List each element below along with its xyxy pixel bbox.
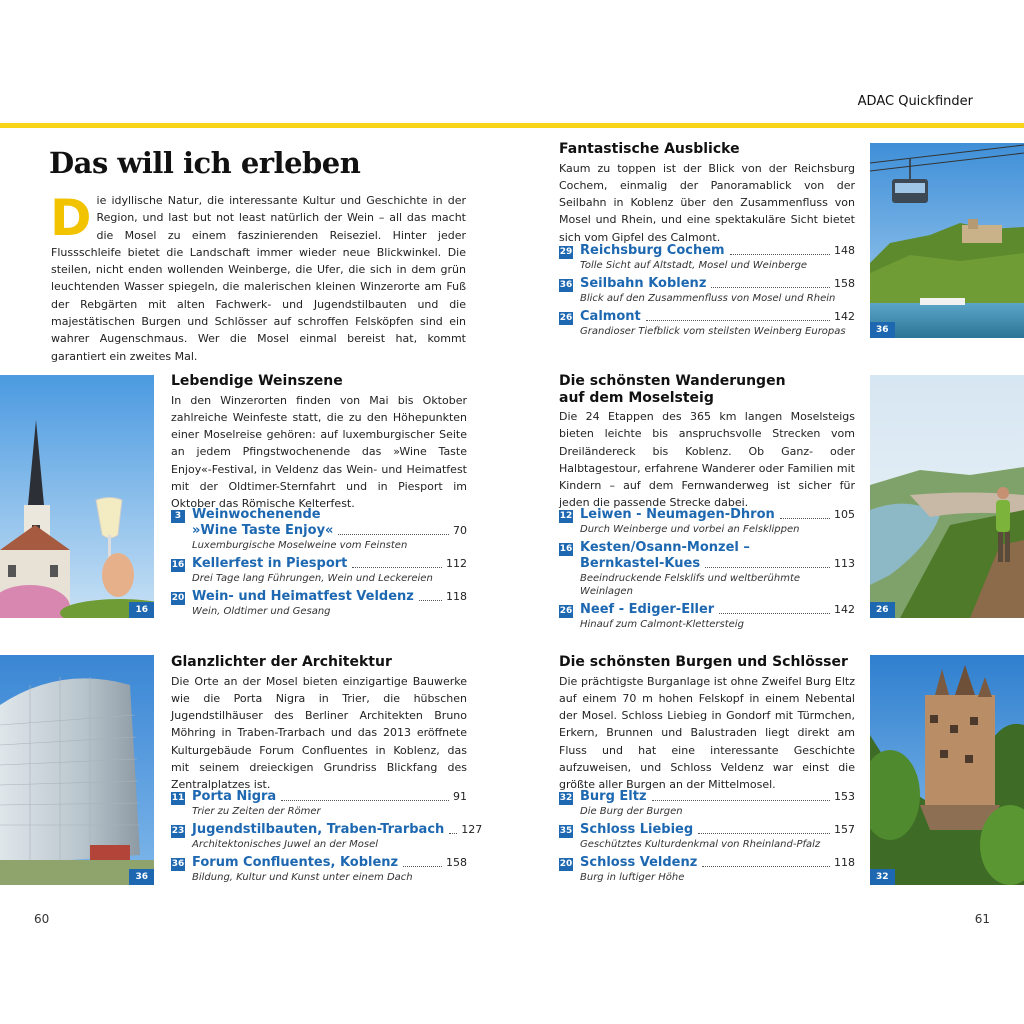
entry-name[interactable]: Kesten/Osann-Monzel – [580,540,750,555]
number-badge: 26 [559,606,573,616]
list-item[interactable] [559,855,855,884]
entry-description: Burg in luftiger Höhe [580,872,685,883]
section-text: Die 24 Etappen des 365 km langen Moselsteigs bieten leichte bis anspruchsvolle Strecken vom Dreiländereck bis Koblenz. Ob Ganz- oder Halbtagestour, erfahrene Wanderer oder Familien mit Kindern – auf dem Fernwanderweg ist sicher für jeden die passende Strecke dabei. [559,410,855,510]
leader-dots [702,866,830,867]
entry-description: Luxemburgische Moselweine vom Feinsten [192,540,408,551]
list-item[interactable] [559,507,855,536]
entry-description: Geschütztes Kulturdenkmal von Rheinland-Pfalz [580,839,821,850]
entry-name[interactable]: Wein- und Heimatfest Veldenz [192,589,414,604]
list-item[interactable] [559,822,855,851]
entry-name[interactable]: Calmont [580,309,641,324]
number-badge: 23 [171,826,185,836]
entry-name[interactable]: Weinwochenende [192,507,321,522]
leader-dots [698,833,830,834]
leader-dots [652,800,830,801]
photo-illustration [0,375,154,618]
page-ref: 112 [446,557,467,570]
list-item[interactable] [171,589,467,618]
section-text: Kaum zu toppen ist der Blick von der Reichsburg Cochem, einmalig der Panoramablick von der Seilbahn in Koblenz über den Zusammenfluss von Mosel und Rhein, und eine spektakuläre Sicht bietet sich vom Gipfel des Calmont. [559,161,855,244]
number-badge: 16 [171,560,185,570]
entry-name[interactable]: Porta Nigra [192,789,277,804]
list-item[interactable] [171,855,467,884]
section-title-cont: auf dem Moselsteig [559,389,714,406]
page-ref: 158 [446,856,467,869]
entry-name[interactable]: Reichsburg Cochem [580,243,725,258]
photo-forum-confluentes [0,655,154,885]
entry-description: Beeindruckende Felsklifs und weltberühmte Weinlagen [580,573,801,597]
leader-dots [419,600,442,601]
entry-name-cont[interactable]: Bernkastel-Kues [580,556,701,571]
number-badge: 20 [559,859,573,869]
entry-name[interactable]: Schloss Liebieg [580,822,694,837]
drop-cap: D [50,189,92,247]
page-number-right: 61 [974,912,990,926]
photo-illustration [870,375,1024,618]
page-ref: 118 [834,856,855,869]
entry-description: Grandioser Tiefblick vom steilsten Weinberg Europas [580,326,846,337]
number-badge: 32 [559,793,573,803]
page-ref: 113 [834,557,855,570]
page-number-left: 60 [34,912,50,926]
leader-dots [281,800,449,801]
entry-description: Architektonisches Juwel an der Mosel [192,839,379,850]
entries-ausblicke [559,243,855,338]
number-badge: 35 [559,826,573,836]
photo-badge: 36 [129,869,154,885]
entry-description: Bildung, Kultur und Kunst unter einem Dach [192,872,413,883]
leader-dots [705,567,830,568]
photo-badge: 32 [870,869,895,885]
page-title: Das will ich erleben [49,146,361,180]
entry-description: Die Burg der Burgen [580,806,683,817]
list-item[interactable] [559,540,855,598]
section-title: Lebendige Weinszene [171,373,343,389]
page-ref: 153 [834,790,855,803]
leader-dots [403,866,442,867]
entry-description: Wein, Oldtimer und Gesang [192,606,331,617]
entries-architektur [171,789,483,884]
entry-description: Blick auf den Zusammenfluss von Mosel und Rhein [580,293,836,304]
number-badge: 26 [559,313,573,323]
page-ref: 142 [834,310,855,323]
list-item[interactable] [171,822,483,851]
leader-dots [646,320,830,321]
section-burgen [559,654,855,794]
list-item[interactable] [559,309,855,338]
number-badge: 36 [559,280,573,290]
leader-dots [711,287,830,288]
page-ref: 91 [453,790,467,803]
leader-dots [352,567,442,568]
page-ref: 127 [461,823,483,836]
list-item[interactable] [559,243,855,272]
list-item[interactable] [559,602,855,631]
entry-name[interactable]: Leiwen - Neumagen-Dhron [580,507,775,522]
page-ref: 142 [834,603,855,616]
section-weinszene [171,373,467,513]
intro-text: ie idyllische Natur, die interessante Kultur und Geschichte in der Region, und last but not least natürlich der Wein – all das macht die Mosel zu einem faszinierenden Reiseziel. Hinter jeder Flussschleife bietet die Landschaft immer wieder neue Blickwinkel. Die steilen, nicht enden wollenden Weinberge, die Ufer, die sich in dem grün leuchtenden Wasser spiegeln, die malerischen kleinen Winzerorte am Fuß der Rebgärten mit alten Fachwerk- und Jugendstilbauten und die majestätischen Burgen und Schlösser auf schroffen Felsköpfen sind ein wahrer Augenschmaus. Wer die Mosel einmal bereist hat, kommt garantiert ein zweites Mal. [51,194,466,363]
page-ref: 148 [834,244,855,257]
photo-badge: 16 [129,602,154,618]
photo-wanderungen [870,375,1024,618]
photo-illustration [870,143,1024,338]
page-ref: 157 [834,823,855,836]
intro-paragraph [50,189,466,365]
number-badge: 3 [171,510,185,523]
page-ref: 70 [453,524,467,537]
list-item[interactable] [559,276,855,305]
page-ref: 158 [834,277,855,290]
photo-seilbahn-koblenz [870,143,1024,338]
entry-name[interactable]: Jugendstilbauten, Traben-Trarbach [192,822,445,837]
entry-name[interactable]: Seilbahn Koblenz [580,276,707,291]
leader-dots [780,518,830,519]
section-architektur [171,654,467,794]
entry-name-cont[interactable]: »Wine Taste Enjoy« [192,523,334,538]
entries-burgen [559,789,855,884]
section-text: Die prächtigste Burganlage ist ohne Zweifel Burg Eltz auf einem 70 m hohen Felskopf in einem Nebental der Mosel. Schloss Liebieg in Gondorf mit Türmchen, Erkern, Brunnen und Balustraden liegt direkt am Fluss und hat eine interessante Geschichte aufzuweisen, und Schloss Veldenz war einst die größte aller Burgen an der Mittelmosel. [559,674,855,792]
entry-description: Hinauf zum Calmont-Klettersteig [580,619,744,630]
entry-name[interactable]: Forum Confluentes, Koblenz [192,855,399,870]
entry-name[interactable]: Neef - Ediger-Eller [580,602,715,617]
photo-badge: 26 [870,602,895,618]
leader-dots [730,254,830,255]
section-title: Fantastische Ausblicke [559,141,740,157]
entries-weinszene [171,507,467,618]
section-title: Glanzlichter der Architektur [171,654,392,670]
number-badge: 36 [171,859,185,869]
section-text: Die Orte an der Mosel bieten einzigartige Bauwerke wie die Porta Nigra in Trier, die hübschen Jugendstilhäuser des Berliner Architekten Bruno Möhring in Traben-Trarbach und das 2013 eröffnete Kulturgebäude Forum Confluentes in Koblenz, das mit seinem dreieckigen Grundriss Blickfang des Zentralplatzes ist. [171,674,467,792]
entry-name[interactable]: Schloss Veldenz [580,855,698,870]
list-item[interactable] [171,556,467,585]
photo-badge: 36 [870,322,895,338]
page-ref: 105 [834,508,855,521]
section-title: Die schönsten Wanderungen [559,373,786,389]
entry-description: Durch Weinberge und vorbei an Felsklippen [580,524,800,535]
number-badge: 29 [559,247,573,257]
number-badge: 11 [171,793,185,803]
section-wanderungen [559,373,855,512]
number-badge: 16 [559,544,573,554]
section-title: Die schönsten Burgen und Schlösser [559,654,848,670]
entry-description: Tolle Sicht auf Altstadt, Mosel und Weinberge [580,260,808,271]
list-item[interactable] [171,789,467,818]
photo-illustration [870,655,1024,885]
entries-wanderungen [559,507,855,631]
header-rule [0,123,1024,128]
section-text: In den Winzerorten finden von Mai bis Oktober zahlreiche Weinfeste statt, die zu den Höhepunkten einer Moselreise gehören: auf luxemburgischer Seite an jedem Pfingstwochenende das »Wine Taste Enjoy«-Festival, in Veldenz das Wein- und Heimatfest mit der Oldtimer-Sternfahrt und in Piesport im Oktober das Römische Kelterfest. [171,393,467,511]
entry-name[interactable]: Burg Eltz [580,789,647,804]
entry-description: Drei Tage lang Führungen, Wein und Leckereien [192,573,433,584]
list-item[interactable] [171,507,467,552]
section-ausblicke [559,141,855,246]
photo-burg-eltz [870,655,1024,885]
leader-dots [449,833,457,834]
list-item[interactable] [559,789,855,818]
leader-dots [719,613,830,614]
leader-dots [338,534,449,535]
entry-name[interactable]: Kellerfest in Piesport [192,556,348,571]
photo-weinszene [0,375,154,618]
running-head: ADAC Quickfinder [857,94,973,109]
number-badge: 12 [559,511,573,521]
number-badge: 20 [171,593,185,603]
page-ref: 118 [446,590,467,603]
photo-illustration [0,655,154,885]
entry-description: Trier zu Zeiten der Römer [192,806,321,817]
